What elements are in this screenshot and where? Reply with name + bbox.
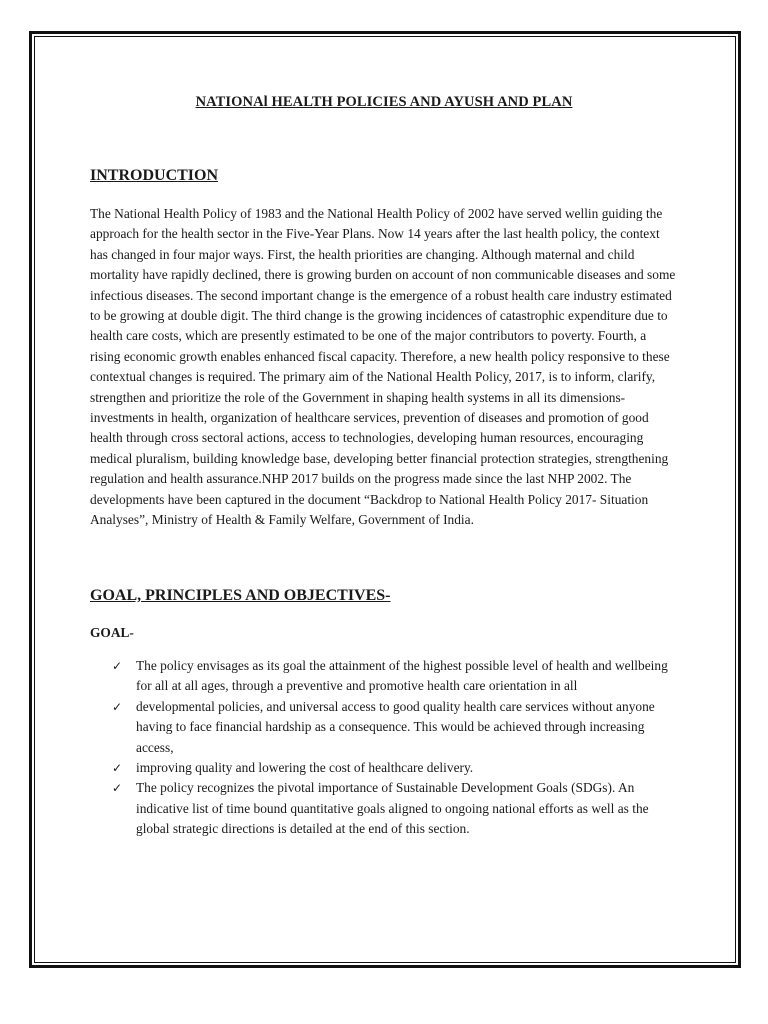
document-title: NATIONAl HEALTH POLICIES AND AYUSH AND PLAN xyxy=(195,94,573,110)
goal-item-text: developmental policies, and universal access to good quality health care services without anyone having to face financial hardship as a consequence. This would be achieved through increasing access, xyxy=(136,698,655,755)
goal-list-item xyxy=(112,697,684,758)
checkmark-icon: ✓ xyxy=(112,659,123,673)
goal-list-item xyxy=(112,758,684,778)
goal-item-text: The policy recognizes the pivotal importance of Sustainable Development Goals (SDGs). An indicative list of time bound quantitative goals aligned to ongoing national efforts as well as the global strategic directions is detailed at the end of this section. xyxy=(136,780,649,837)
goal-list-item xyxy=(112,778,684,839)
goal-list xyxy=(112,656,684,840)
checkmark-icon: ✓ xyxy=(112,699,123,714)
goal-item-text: improving quality and lowering the cost of healthcare delivery. xyxy=(136,760,474,776)
goal-subheading: GOAL- xyxy=(90,625,134,640)
goal-list-item xyxy=(112,656,684,697)
goal-item-text: The policy envisages as its goal the attainment of the highest possible level of health and wellbeing for all at all ages, through a preventive and promotive health care orientation in all xyxy=(136,658,668,694)
introduction-paragraph: The National Health Policy of 1983 and the National Health Policy of 2002 have served wellin guiding the approach for the health sector in the Five-Year Plans. Now 14 years after the last health policy, the context has changed in four major ways. First, the health priorities are changing. Although maternal and child mortality have rapidly declined, there is growing burden on account of non communicable diseases and some infectious diseases. The second important change is the emergence of a robust health care industry estimated to be growing at double digit. The third change is the growing incidences of catastrophic expenditure due to health care costs, which are presently estimated to be one of the major contributors to poverty. Fourth, a rising economic growth enables enhanced fiscal capacity. Therefore, a new health policy responsive to these contextual changes is required. The primary aim of the National Health Policy, 2017, is to inform, clarify, strengthen and prioritize the role of the Government in shaping health systems in all its dimensions- investments in health, organization of healthcare services, prevention of diseases and promotion of good health through cross sectoral actions, access to technologies, developing human resources, encouraging medical pluralism, building knowledge base, developing better financial protection strategies, strengthening regulation and health assurance.NHP 2017 builds on the progress made since the last NHP 2002. The developments have been captured in the document “Backdrop to National Health Policy 2017- Situation Analyses”, Ministry of Health & Family Welfare, Government of India. xyxy=(90,206,676,528)
introduction-heading: INTRODUCTION xyxy=(90,167,219,184)
checkmark-icon: ✓ xyxy=(112,761,123,776)
goals-section-heading: GOAL, PRINCIPLES AND OBJECTIVES- xyxy=(90,587,391,604)
checkmark-icon: ✓ xyxy=(112,781,123,796)
